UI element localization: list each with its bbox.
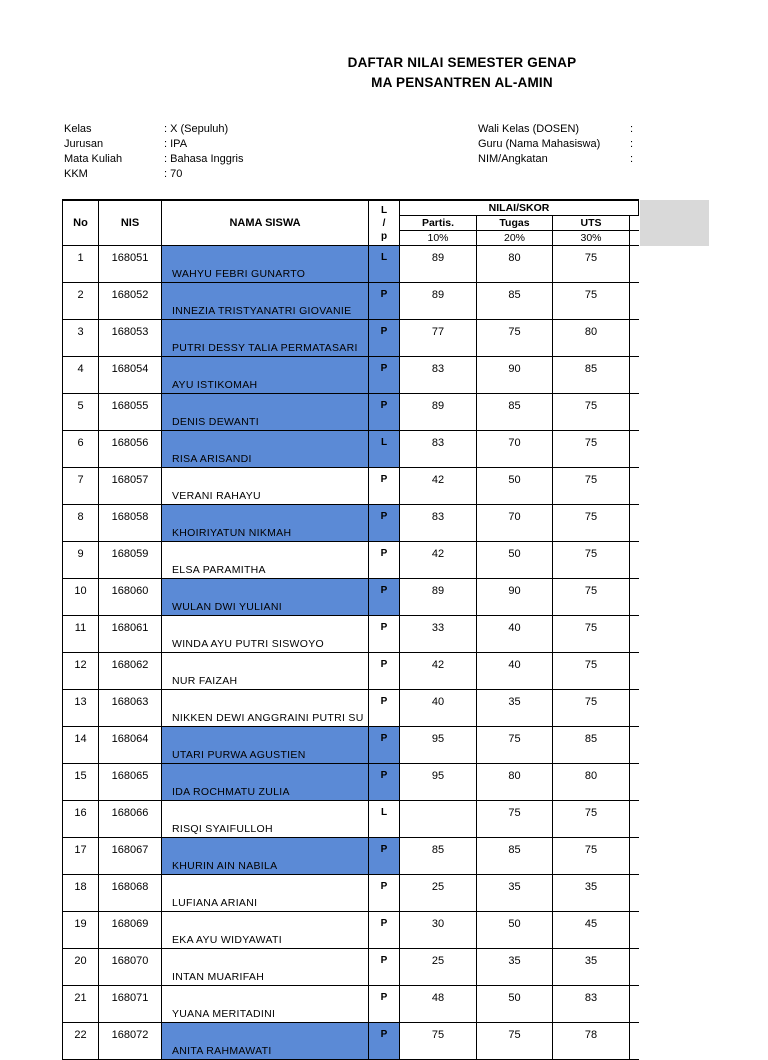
cell-uts: 75 — [553, 579, 630, 616]
table-row — [63, 1023, 639, 1060]
table-row — [63, 246, 639, 283]
cell-partis: 95 — [400, 764, 477, 801]
table-row — [63, 949, 639, 986]
cell-no: 15 — [63, 764, 99, 801]
cell-partis: 33 — [400, 616, 477, 653]
cell-no: 16 — [63, 801, 99, 838]
cell-nama: IDA ROCHMATU ZULIA — [162, 764, 369, 801]
cell-gender: P — [369, 949, 400, 986]
cell-partis: 77 — [400, 320, 477, 357]
lp-header-p: p — [380, 230, 388, 242]
cell-uts: 85 — [553, 727, 630, 764]
info-label: Jurusan — [64, 138, 104, 150]
table-row — [63, 653, 639, 690]
cell-uts: 75 — [553, 505, 630, 542]
cell-nis: 168069 — [99, 912, 162, 949]
cell-overflow — [630, 616, 639, 653]
cell-overflow — [630, 949, 639, 986]
cell-nis: 168064 — [99, 727, 162, 764]
cell-uts: 83 — [553, 986, 630, 1023]
cell-overflow — [630, 579, 639, 616]
cell-no: 13 — [63, 690, 99, 727]
school-name: MA PENSANTREN AL-AMIN — [371, 75, 553, 90]
table-row — [63, 912, 639, 949]
col-header-overflow — [630, 216, 639, 231]
table-row — [63, 727, 639, 764]
cell-nis: 168070 — [99, 949, 162, 986]
table-row — [63, 690, 639, 727]
cell-partis: 42 — [400, 542, 477, 579]
col-header-nis: NIS — [99, 200, 162, 246]
cell-uts: 75 — [553, 283, 630, 320]
cell-partis: 83 — [400, 357, 477, 394]
cell-nama: ELSA PARAMITHA — [162, 542, 369, 579]
cell-nis: 168063 — [99, 690, 162, 727]
cell-overflow — [630, 394, 639, 431]
cell-uts: 75 — [553, 690, 630, 727]
cell-partis: 95 — [400, 727, 477, 764]
cell-gender: P — [369, 1023, 400, 1060]
cell-uts: 45 — [553, 912, 630, 949]
info-row-kelas — [64, 122, 244, 137]
cell-nama: NIKKEN DEWI ANGGRAINI PUTRI SU — [162, 690, 369, 727]
cell-nama: WULAN DWI YULIANI — [162, 579, 369, 616]
cell-nama: DENIS DEWANTI — [162, 394, 369, 431]
cell-no: 21 — [63, 986, 99, 1023]
cell-overflow — [630, 912, 639, 949]
col-header-nilai: NILAI/SKOR — [400, 200, 639, 216]
cell-gender: P — [369, 986, 400, 1023]
cell-nis: 168058 — [99, 505, 162, 542]
cell-gender: P — [369, 579, 400, 616]
table-row — [63, 579, 639, 616]
cell-partis: 30 — [400, 912, 477, 949]
cell-overflow — [630, 653, 639, 690]
cell-nama: AYU ISTIKOMAH — [162, 357, 369, 394]
cell-partis: 83 — [400, 505, 477, 542]
cell-uts: 75 — [553, 246, 630, 283]
cell-uts: 75 — [553, 838, 630, 875]
cell-overflow — [630, 764, 639, 801]
cell-overflow — [630, 727, 639, 764]
col-header-lp — [369, 200, 400, 246]
table-row — [63, 431, 639, 468]
cell-overflow — [630, 838, 639, 875]
cell-partis — [400, 801, 477, 838]
cell-uts: 75 — [553, 431, 630, 468]
cell-nama: WAHYU FEBRI GUNARTO — [162, 246, 369, 283]
cell-nama: KHOIRIYATUN NIKMAH — [162, 505, 369, 542]
cell-tugas: 50 — [477, 542, 553, 579]
table-row — [63, 394, 639, 431]
cell-overflow — [630, 986, 639, 1023]
lp-header-l: L — [380, 204, 388, 216]
cell-uts: 80 — [553, 764, 630, 801]
cell-no: 11 — [63, 616, 99, 653]
cell-overflow — [630, 246, 639, 283]
cell-uts: 75 — [553, 616, 630, 653]
cell-nama: EKA AYU WIDYAWATI — [162, 912, 369, 949]
col-weight-partis: 10% — [400, 231, 477, 246]
cell-overflow — [630, 283, 639, 320]
col-header-uts: UTS — [553, 216, 630, 231]
cell-nama: YUANA MERITADINI — [162, 986, 369, 1023]
table-row — [63, 283, 639, 320]
cell-nis: 168071 — [99, 986, 162, 1023]
cell-nis: 168057 — [99, 468, 162, 505]
cell-no: 2 — [63, 283, 99, 320]
cell-tugas: 50 — [477, 912, 553, 949]
cell-no: 4 — [63, 357, 99, 394]
cell-overflow — [630, 431, 639, 468]
cell-gender: P — [369, 838, 400, 875]
cell-nama: PUTRI DESSY TALIA PERMATASARI — [162, 320, 369, 357]
info-label: Guru (Nama Mahasiswa) — [478, 138, 601, 150]
cell-no: 8 — [63, 505, 99, 542]
col-header-nama: NAMA SISWA — [162, 200, 369, 246]
cell-no: 20 — [63, 949, 99, 986]
cell-gender: P — [369, 912, 400, 949]
lp-header-slash: / — [382, 217, 386, 229]
cell-tugas: 80 — [477, 764, 553, 801]
cell-nis: 168061 — [99, 616, 162, 653]
table-row — [63, 468, 639, 505]
cell-overflow — [630, 320, 639, 357]
cell-no: 6 — [63, 431, 99, 468]
cell-uts: 80 — [553, 320, 630, 357]
cell-nama: RISA ARISANDI — [162, 431, 369, 468]
cell-nama: NUR FAIZAH — [162, 653, 369, 690]
cell-tugas: 40 — [477, 653, 553, 690]
info-row-nim — [478, 152, 633, 167]
cell-partis: 89 — [400, 246, 477, 283]
cell-tugas: 40 — [477, 616, 553, 653]
cell-no: 17 — [63, 838, 99, 875]
cell-tugas: 50 — [477, 468, 553, 505]
cell-partis: 89 — [400, 579, 477, 616]
cell-gender: P — [369, 727, 400, 764]
cell-gender: P — [369, 616, 400, 653]
info-row-guru — [478, 137, 633, 152]
cell-tugas: 85 — [477, 838, 553, 875]
teacher-info — [478, 122, 633, 167]
cell-gender: L — [369, 801, 400, 838]
cell-gender: P — [369, 875, 400, 912]
cell-nis: 168055 — [99, 394, 162, 431]
cell-no: 19 — [63, 912, 99, 949]
cell-nama: UTARI PURWA AGUSTIEN — [162, 727, 369, 764]
cell-gender: P — [369, 505, 400, 542]
cell-partis: 25 — [400, 875, 477, 912]
cell-gender: P — [369, 468, 400, 505]
cell-no: 5 — [63, 394, 99, 431]
info-row-wali-kelas — [478, 122, 633, 137]
cell-gender: P — [369, 653, 400, 690]
info-label: Wali Kelas (DOSEN) — [478, 123, 580, 135]
cell-nama: WINDA AYU PUTRI SISWOYO — [162, 616, 369, 653]
cell-tugas: 70 — [477, 505, 553, 542]
info-label: Mata Kuliah — [64, 153, 123, 165]
cell-nis: 168052 — [99, 283, 162, 320]
cell-gender: P — [369, 283, 400, 320]
table-row — [63, 320, 639, 357]
table-row — [63, 542, 639, 579]
class-info — [64, 122, 244, 182]
cell-overflow — [630, 542, 639, 579]
cell-overflow — [630, 875, 639, 912]
cell-no: 12 — [63, 653, 99, 690]
info-value: : 70 — [164, 168, 183, 180]
cell-gender: L — [369, 431, 400, 468]
cell-nama: ANITA RAHMAWATI — [162, 1023, 369, 1060]
col-weight-overflow — [630, 231, 639, 246]
col-header-no: No — [63, 200, 99, 246]
info-row-jurusan — [64, 137, 244, 152]
cell-partis: 85 — [400, 838, 477, 875]
cell-no: 18 — [63, 875, 99, 912]
cell-tugas: 80 — [477, 246, 553, 283]
cell-uts: 35 — [553, 875, 630, 912]
cell-nama: KHURIN AIN NABILA — [162, 838, 369, 875]
cell-gender: P — [369, 542, 400, 579]
cell-overflow — [630, 505, 639, 542]
cell-overflow — [630, 801, 639, 838]
cell-nis: 168051 — [99, 246, 162, 283]
table-row — [63, 616, 639, 653]
col-header-partis: Partis. — [400, 216, 477, 231]
col-weight-uts: 30% — [553, 231, 630, 246]
cell-tugas: 75 — [477, 320, 553, 357]
cell-tugas: 75 — [477, 801, 553, 838]
cell-no: 1 — [63, 246, 99, 283]
cell-partis: 83 — [400, 431, 477, 468]
cell-tugas: 90 — [477, 357, 553, 394]
cell-partis: 25 — [400, 949, 477, 986]
table-row — [63, 505, 639, 542]
cell-overflow — [630, 357, 639, 394]
info-value: : — [630, 138, 634, 150]
info-value: : — [630, 123, 634, 135]
info-value: : X (Sepuluh) — [164, 123, 229, 135]
cell-partis: 89 — [400, 283, 477, 320]
cell-no: 22 — [63, 1023, 99, 1060]
table-row — [63, 357, 639, 394]
cell-no: 7 — [63, 468, 99, 505]
cell-gender: P — [369, 320, 400, 357]
document-title: DAFTAR NILAI SEMESTER GENAP — [347, 55, 577, 70]
cell-uts: 75 — [553, 394, 630, 431]
cell-no: 3 — [63, 320, 99, 357]
cell-tugas: 85 — [477, 394, 553, 431]
cell-no: 14 — [63, 727, 99, 764]
cell-nis: 168060 — [99, 579, 162, 616]
cell-tugas: 35 — [477, 690, 553, 727]
table-row — [63, 838, 639, 875]
cell-nis: 168068 — [99, 875, 162, 912]
grades-table — [62, 199, 639, 1060]
cell-nis: 168065 — [99, 764, 162, 801]
cell-nis: 168066 — [99, 801, 162, 838]
info-label: NIM/Angkatan — [478, 153, 548, 165]
info-row-mata-kuliah — [64, 152, 244, 167]
cell-tugas: 35 — [477, 949, 553, 986]
cell-uts: 78 — [553, 1023, 630, 1060]
cell-gender: P — [369, 357, 400, 394]
col-header-tugas: Tugas — [477, 216, 553, 231]
table-row — [63, 875, 639, 912]
cell-nis: 168056 — [99, 431, 162, 468]
cell-partis: 48 — [400, 986, 477, 1023]
cell-nis: 168062 — [99, 653, 162, 690]
cell-gender: P — [369, 764, 400, 801]
cell-tugas: 35 — [477, 875, 553, 912]
cell-nis: 168053 — [99, 320, 162, 357]
cell-overflow — [630, 468, 639, 505]
table-row — [63, 764, 639, 801]
cell-partis: 89 — [400, 394, 477, 431]
info-value: : Bahasa Inggris — [164, 153, 244, 165]
cell-tugas: 75 — [477, 727, 553, 764]
cell-tugas: 90 — [477, 579, 553, 616]
cell-uts: 85 — [553, 357, 630, 394]
cell-nama: INNEZIA TRISTYANATRI GIOVANIE — [162, 283, 369, 320]
cell-tugas: 75 — [477, 1023, 553, 1060]
cell-nama: INTAN MUARIFAH — [162, 949, 369, 986]
grades-table-body — [63, 246, 639, 1060]
cell-nis: 168072 — [99, 1023, 162, 1060]
cell-overflow — [630, 690, 639, 727]
col-weight-tugas: 20% — [477, 231, 553, 246]
cell-uts: 75 — [553, 801, 630, 838]
cell-partis: 40 — [400, 690, 477, 727]
cell-gender: P — [369, 690, 400, 727]
cell-tugas: 50 — [477, 986, 553, 1023]
cell-partis: 42 — [400, 653, 477, 690]
table-row — [63, 801, 639, 838]
cell-nis: 168059 — [99, 542, 162, 579]
cell-uts: 75 — [553, 468, 630, 505]
info-value: : IPA — [164, 138, 188, 150]
cell-uts: 75 — [553, 653, 630, 690]
info-label: KKM — [64, 168, 88, 180]
cell-no: 9 — [63, 542, 99, 579]
cell-partis: 42 — [400, 468, 477, 505]
info-label: Kelas — [64, 123, 92, 135]
cell-uts: 75 — [553, 542, 630, 579]
cell-gender: L — [369, 246, 400, 283]
cell-tugas: 70 — [477, 431, 553, 468]
cell-tugas: 85 — [477, 283, 553, 320]
info-row-kkm — [64, 167, 244, 182]
cell-nis: 168067 — [99, 838, 162, 875]
table-row — [63, 986, 639, 1023]
cell-nama: VERANI RAHAYU — [162, 468, 369, 505]
cell-no: 10 — [63, 579, 99, 616]
cell-nis: 168054 — [99, 357, 162, 394]
gray-header-overflow — [640, 200, 709, 246]
info-value: : — [630, 153, 634, 165]
cell-nama: RISQI SYAIFULLOH — [162, 801, 369, 838]
cell-nama: LUFIANA ARIANI — [162, 875, 369, 912]
cell-overflow — [630, 1023, 639, 1060]
cell-gender: P — [369, 394, 400, 431]
cell-uts: 35 — [553, 949, 630, 986]
cell-partis: 75 — [400, 1023, 477, 1060]
